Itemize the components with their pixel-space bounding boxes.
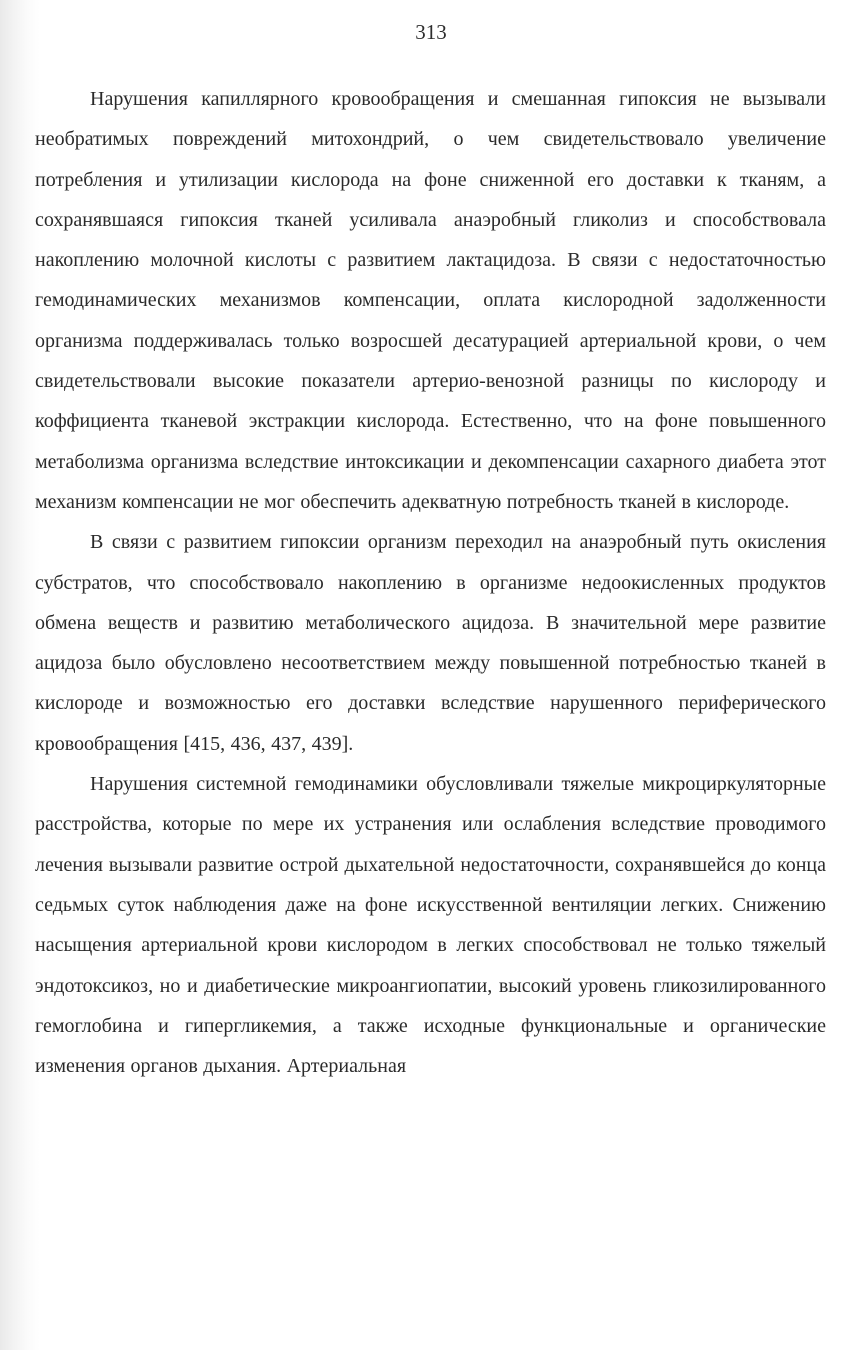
body-text [35,79,826,1086]
paragraph-1: Нарушения капиллярного кровообращения и смешанная гипоксия не вызывали необратимых повреждений митохондрий, о чем свидетельствовало увеличение потребления и утилизации кислорода на фоне сниженной его доставки к тканям, а сохранявшаяся гипоксия тканей усиливала анаэробный гликолиз и способствовала накоплению молочной кислоты с развитием лактацидоза. В связи с недостаточностью гемодинамических механизмов компенсации, оплата кислородной задолженности организма поддерживалась только возросшей десатурацией артериальной крови, о чем свидетельствовали высокие показатели артерио-венозной разницы по кислороду и коффициента тканевой экстракции кислорода. Естественно, что на фоне повышенного метаболизма организма вследствие интоксикации и декомпенсации сахарного диабета этот механизм компенсации не мог обеспечить адекватную потребность тканей в кислороде. [35,88,826,513]
paragraph-3: Нарушения системной гемодинамики обусловливали тяжелые микроциркуляторные расстройства, которые по мере их устранения или ослабления вследствие проводимого лечения вызывали развитие острой дыхательной недостаточности, сохранявшейся до конца седьмых суток наблюдения даже на фоне искусственной вентиляции легких. Снижению насыщения артериальной крови кислородом в легких способствовал не только тяжелый эндотоксикоз, но и диабетические микроангиопатии, высокий уровень гликозилированного гемоглобина и гипергликемия, а также исходные функциональные и органические изменения органов дыхания. Артериальная [35,773,826,1078]
page-number: 313 [415,20,447,44]
paragraph-2: В связи с развитием гипоксии организм переходил на анаэробный путь окисления субстратов, что способствовало накоплению в организме недоокисленных продуктов обмена веществ и развитию метаболического ацидоза. В значительной мере развитие ацидоза было обусловлено несоответствием между повышенной потребностью тканей в кислороде и возможностью его доставки вследствие нарушенного периферического кровообращения [415, 436, 437, 439]. [35,531,826,755]
scan-shadow-edge [0,0,40,1350]
